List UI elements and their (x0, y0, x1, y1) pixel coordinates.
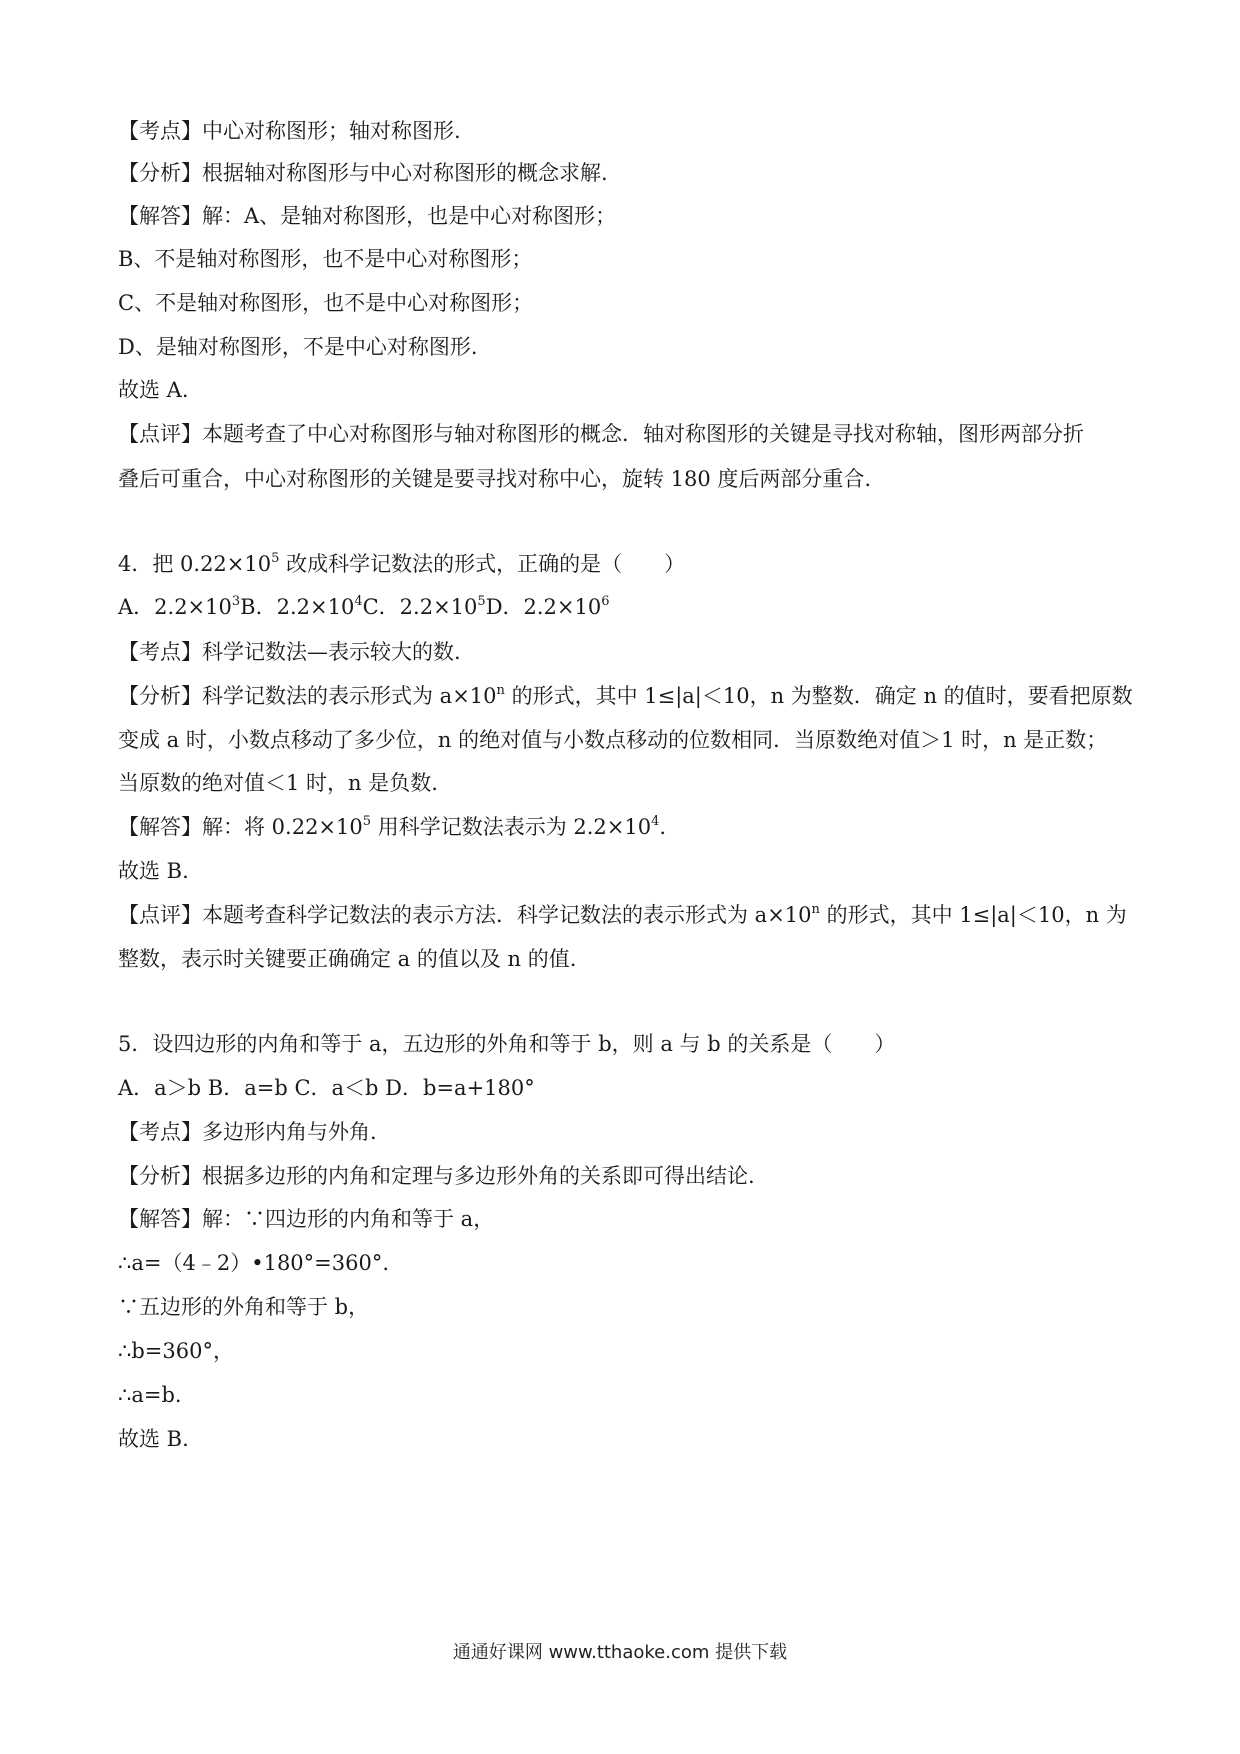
question-4-conclusion: 故选 B. (118, 859, 189, 883)
question-5-stem: 5．设四边形的内角和等于 a，五边形的外角和等于 b，则 a 与 b 的关系是（ ） (118, 1032, 896, 1056)
kaodian-line: 【考点】中心对称图形；轴对称图形. (118, 119, 461, 143)
answer-line-c: C、不是轴对称图形，也不是中心对称图形； (118, 291, 534, 315)
question-4-dianping-1: 【点评】本题考查科学记数法的表示方法．科学记数法的表示形式为 $a\times 10^n$ 的形式，其中 1≤|a|＜10，n 为 (118, 902, 1127, 927)
question-4-fenxi-1: 【分析】科学记数法的表示形式为 $a\times 10^n$ 的形式，其中 1≤|a|＜10，n 为整数．确定 n 的值时，要看把原数 (118, 683, 1133, 708)
question-5-step-4: ∴a=b. (118, 1383, 182, 1407)
answer-line-b: B、不是轴对称图形，也不是中心对称图形； (118, 247, 533, 271)
question-4-kaodian: 【考点】科学记数法—表示较大的数. (118, 640, 461, 664)
question-4-options: A．$2.2\times 10^3B$．$2.2\times 10^4C$．$2.2\times 10^5D$．$2.2\times 10^6$ (118, 594, 610, 619)
question-5-step-2: ∵五边形的外角和等于 b， (118, 1295, 370, 1319)
question-4-fenxi-2: 变成 a 时，小数点移动了多少位，n 的绝对值与小数点移动的位数相同．当原数绝对值＞1 时，n 是正数； (118, 728, 1108, 752)
dianping-line-1: 【点评】本题考查了中心对称图形与轴对称图形的概念．轴对称图形的关键是寻找对称轴，图形两部分折 (118, 422, 1084, 446)
question-5-jieda: 【解答】解：∵四边形的内角和等于 a， (118, 1207, 495, 1231)
conclusion-line: 故选 A. (118, 378, 189, 402)
question-5-kaodian: 【考点】多边形内角与外角. (118, 1120, 377, 1144)
page-footer: 通通好课网 www.tthaoke.com 提供下载 (452, 1642, 788, 1663)
question-4-fenxi-3: 当原数的绝对值＜1 时，n 是负数. (118, 771, 438, 795)
question-5-options: A．a＞b B．a=b C．a＜b D．b=a+180° (118, 1076, 535, 1100)
answer-line-d: D、是轴对称图形，不是中心对称图形. (118, 335, 478, 359)
fenxi-line: 【分析】根据轴对称图形与中心对称图形的概念求解. (118, 161, 608, 185)
question-4-stem: 4．把 $0.22\times 10^5$ 改成科学记数法的形式，正确的是（ ） (118, 551, 686, 576)
dianping-line-2: 叠后可重合，中心对称图形的关键是要寻找对称中心，旋转 180 度后两部分重合. (118, 467, 872, 491)
question-5-step-1: ∴a=（4﹣2）•180°=360°. (118, 1251, 390, 1275)
jieda-line: 【解答】解：A、是轴对称图形，也是中心对称图形； (118, 204, 617, 228)
question-5-step-3: ∴b=360°， (118, 1339, 234, 1363)
question-4-dianping-2: 整数，表示时关键要正确确定 a 的值以及 n 的值. (118, 947, 577, 971)
question-5-conclusion: 故选 B. (118, 1427, 189, 1451)
question-5-fenxi: 【分析】根据多边形的内角和定理与多边形外角的关系即可得出结论. (118, 1164, 755, 1188)
question-4-jieda: 【解答】解：将 $0.22\times 10^5$ 用科学记数法表示为 $2.2\times 10^4$. (118, 814, 667, 839)
